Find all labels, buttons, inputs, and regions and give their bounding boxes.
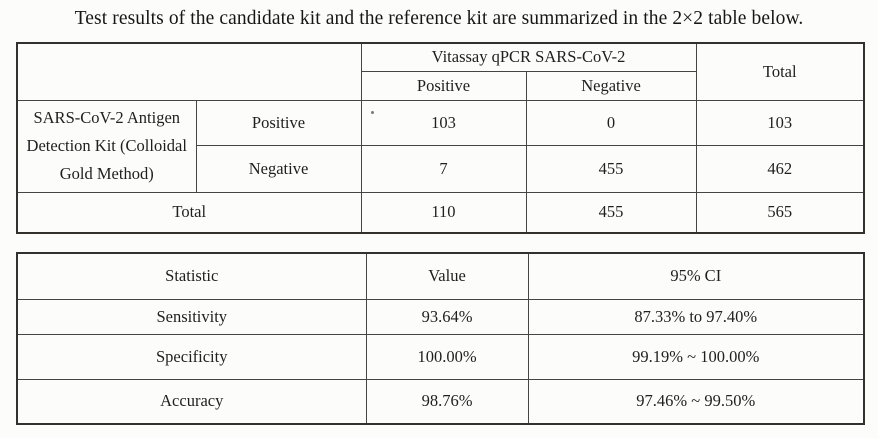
qpcr-positive-header: Positive: [361, 71, 526, 100]
false-positive-count: 0: [526, 100, 696, 145]
table-row: [17, 192, 864, 233]
total-row-label: Total: [17, 192, 361, 233]
kit-label-line-3: Gold Method): [59, 164, 154, 183]
ci-column-header: 95% CI: [528, 253, 864, 299]
table-caption: Test results of the candidate kit and the reference kit are summarized in the 2×2 table below.: [74, 8, 804, 29]
qpcr-negative-header: Negative: [526, 71, 696, 100]
specificity-label: Specificity: [17, 334, 366, 379]
kit-label-line-1: SARS-CoV-2 Antigen: [33, 108, 181, 127]
accuracy-label: Accuracy: [17, 379, 366, 424]
true-negative-count: 455: [526, 145, 696, 192]
table-row: [17, 299, 864, 334]
contingency-table: [16, 42, 865, 234]
sensitivity-ci: 87.33% to 97.40%: [528, 299, 864, 334]
total-column-header: Total: [696, 43, 864, 100]
corner-empty-cell: [17, 43, 361, 100]
qpcr-negative-total: 455: [526, 192, 696, 233]
candidate-positive-row-label: Positive: [196, 100, 361, 145]
specificity-value: 100.00%: [366, 334, 528, 379]
statistics-table: [16, 252, 865, 425]
candidate-negative-row-label: Negative: [196, 145, 361, 192]
value-column-header: Value: [366, 253, 528, 299]
table-row: [17, 379, 864, 424]
negative-row-total: 462: [696, 145, 864, 192]
accuracy-ci: 97.46% ~ 99.50%: [528, 379, 864, 424]
candidate-kit-label: [17, 100, 196, 192]
sensitivity-label: Sensitivity: [17, 299, 366, 334]
specificity-ci: 99.19% ~ 100.00%: [528, 334, 864, 379]
sensitivity-value: 93.64%: [366, 299, 528, 334]
true-positive-count: 103: [361, 100, 526, 145]
accuracy-value: 98.76%: [366, 379, 528, 424]
qpcr-positive-total: 110: [361, 192, 526, 233]
table-row: [17, 100, 864, 145]
kit-label-line-2: Detection Kit (Colloidal: [26, 136, 187, 155]
scan-speck: [371, 111, 374, 114]
false-negative-count: 7: [361, 145, 526, 192]
reference-kit-header: Vitassay qPCR SARS-CoV-2: [361, 43, 696, 71]
positive-row-total: 103: [696, 100, 864, 145]
table-row: [17, 334, 864, 379]
grand-total: 565: [696, 192, 864, 233]
statistic-column-header: Statistic: [17, 253, 366, 299]
